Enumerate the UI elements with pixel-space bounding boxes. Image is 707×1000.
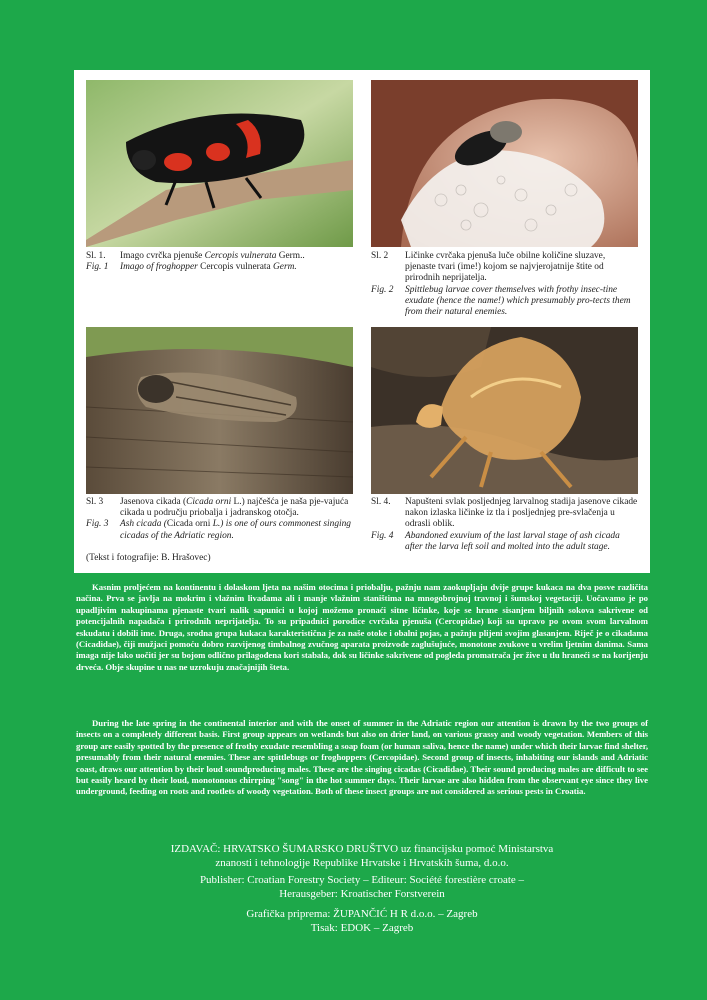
figure-1-label-en: Fig. 1 xyxy=(86,262,109,273)
izdavac-line-2: znanosti i tehnologije Republike Hrvatske i Hrvatskih šuma, d.o.o. xyxy=(215,856,509,869)
figure-4-text-hr: Napušteni svlak posljednjeg larvalnog stadija jasenove cikade nakon izlaska ličinke iz tla i posljednjeg pre-svlačenja u odrasli oblik. xyxy=(405,497,638,530)
photo-credit: (Tekst i fotografije: B. Hrašovec) xyxy=(86,553,211,563)
froghopper-photo xyxy=(86,80,353,247)
figure-panel xyxy=(74,70,650,573)
body-paragraph-hr: Kasnim proljećem na kontinentu i dolaskom ljeta na našim otocima i priobalju, pažnju nam zaokupljaju dvije grupe kukaca na dva posve različita načina. Prva se javlja na mokrim i vlažnim livadama ali i manje vlažnim staništima na mnogobrojnoj travnoj i šumskoj vegetaciji. Uočavamo je po upadljivim nakupinama pjenaste tvari nalik sapunici u kojoj možemo pronaći sitne ličinke, koje se hrane sisanjem biljnih sokova sakrivene od potencijalnih napadača i prirodnih neprijatelja. To su pripadnici porodice cvrčaka pjenuša (Cercopidae) koji su upravo po ovom svom larvalnom eskudatu i dobili ime. Druga, srodna grupa kukaca karakteristična je za naše otoke i obalni pojas, a pažnju plijeni svojim glasanjem. Riječ je o cikadama (Cicadidae), čiji mužjaci pomoću dobro razvijenog timbalnog zvučnog aparata proizvode zaglušujuće, monotone zvukove u vrelim ljetnim danima. Sama imaga nije lako uočiti jer su bojom odlično prilagođena kori stabala, dok su ličinke sakrivene od pogleda promatrača jer žive u tlu hraneći se na korijenju drveća. Obje skupine u nas ne uzrokuju značajnijih šteta. xyxy=(76,582,648,672)
figure-3-text-en: Ash cicada (Cicada orni L.) is one of ours commonest singing cicadas of the Adriatic region. xyxy=(120,519,351,541)
figure-3-caption xyxy=(86,497,353,542)
cicada-exuvium-photo xyxy=(371,327,638,494)
figure-4-label-hr: Sl. 4. xyxy=(371,497,391,507)
figure-4-caption xyxy=(371,497,638,553)
graphics-credit: Grafička priprema: ŽUPANČIĆ H R d.o.o. – Zagreb xyxy=(246,908,478,921)
publisher-line-2: Herausgeber: Kroatischer Forstverein xyxy=(279,887,445,900)
print-credit: Tisak: EDOK – Zagreb xyxy=(310,921,414,934)
izdavac-line-1: IZDAVAČ: HRVATSKO ŠUMARSKO DRUŠTVO uz financijsku pomoć Ministarstva xyxy=(170,843,554,855)
figure-3-label-hr: Sl. 3 xyxy=(86,497,104,507)
figure-2-label-en: Fig. 2 xyxy=(371,284,394,295)
figure-2-caption xyxy=(371,251,638,318)
figure-2-text-hr: Ličinke cvrčaka pjenuša luče obilne količine sluzave, pjenaste tvari (ime!) kojom se najvjerojatnije štite od prirodnih neprijatelja. xyxy=(405,251,606,284)
ash-cicada-photo xyxy=(86,327,353,494)
figure-1-text-hr: Imago cvrčka pjenuše Cercopis vulnerata Germ.. xyxy=(120,251,305,261)
figure-3-label-en: Fig. 3 xyxy=(86,519,109,530)
publisher-line-1: Publisher: Croatian Forestry Society – Editeur: Société forestière croate – xyxy=(199,874,525,887)
figure-2-label-hr: Sl. 2 xyxy=(371,251,389,261)
figure-3-text-hr: Jasenova cikada (Cicada orni L.) najčešća je naša pje-vajuća cikada u području priobalja i jadranskog otočja. xyxy=(120,497,349,519)
figure-4-label-en: Fig. 4 xyxy=(371,530,394,541)
figure-2-text-en: Spittlebug larvae cover themselves with frothy insec-tine exudate (hence the name!) which presumably pro-tects them from their natural enemies. xyxy=(405,284,631,318)
figure-1-caption xyxy=(86,251,353,273)
publisher-footer xyxy=(74,843,650,936)
figure-1-label-hr: Sl. 1. xyxy=(86,251,106,261)
body-paragraph-en: During the late spring in the continental interior and with the onset of summer in the Adriatic region our attention is drawn by the two groups of insects on a completely different basis. First group appears on wetlands but also on drier land, on various grassy and woody vegetation. Members of this group are easily spotted by the presence of frothy exudate resembling a soap foam (or human saliva, hence the name) under which their larvae find shelter, presumably from their natural enemies. These are spittlebugs or froghoppers (Cercopidae). Second group of insects, inhabiting our islands and Adriatic coast, draws our attention by their loud soundproducing males. These are the singing cicadas (Cicadidae). Their sound producing males are difficult to see but easily heard by their loud, monotonous chirrping "song" in the hot summer days. Their larvae are also hidden from the observant eye since they live underground, feeding on roots and rootlets of woody vegetation. Both of these insect groups are not considered as serious pests in Croatia. xyxy=(76,718,648,797)
spittlebug-larva-photo xyxy=(371,80,638,247)
figure-1-text-en: Imago of froghopper Cercopis vulnerata Germ. xyxy=(120,262,297,273)
figure-4-text-en: Abandoned exuvium of the last larval stage of ash cicada after the larva left soil and molted into the adult stage. xyxy=(405,530,620,552)
